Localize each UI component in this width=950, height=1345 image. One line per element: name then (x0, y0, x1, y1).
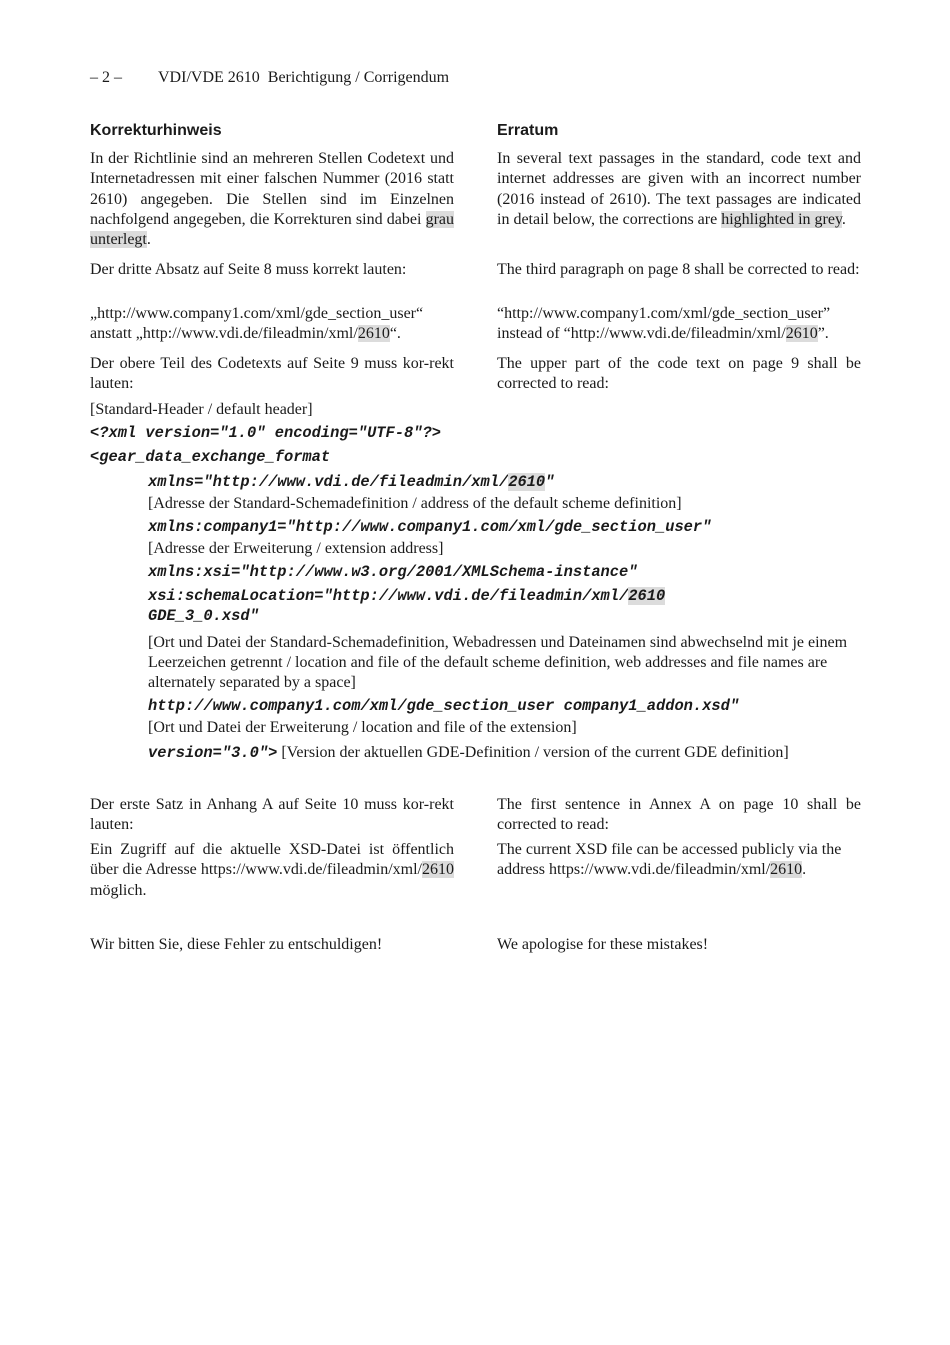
xmlns-note: [Adresse der Standard-Schemadefinition / address of the default scheme definition] (148, 495, 682, 512)
english-annex-sentence: The first sentence in Annex A on page 10 shall be corrected to read: (497, 796, 861, 834)
schema-note: [Ort und Datei der Standard-Schemadefinition, Webadressen und Dateinamen sind abwechselnd mit je einem Leerzeichen getrennt / location and file of the default scheme definition, web addresses and file names are alternately separated by a space] (148, 634, 848, 691)
english-heading: Erratum (497, 122, 559, 139)
highlight: 2610 (628, 587, 666, 605)
version-attribute: version="3.0"> (148, 744, 278, 762)
highlight: 2610 (357, 325, 390, 343)
german-url-correction: „http://www.company1.com/xml/gde_section_user“ anstatt „http://www.vdi.de/fileadmin/xml/2610“. (90, 305, 424, 343)
german-para3: Der dritte Absatz auf Seite 8 muss korrekt lauten: (90, 261, 407, 278)
version-note: [Version der aktuellen GDE-Definition / version of the current GDE definition] (277, 744, 789, 761)
highlight: highlighted in grey (721, 210, 842, 228)
version-line (148, 743, 789, 763)
extension-note: [Ort und Datei der Erweiterung / location and file of the extension] (148, 719, 577, 736)
extension-location: http://www.company1.com/xml/gde_section_user company1_addon.xsd" (148, 697, 740, 715)
english-apology: We apologise for these mistakes! (497, 936, 709, 953)
highlight: 2610 (422, 861, 454, 879)
german-heading: Korrekturhinweis (90, 122, 222, 139)
xmlns-attribute: xmlns="http://www.vdi.de/fileadmin/xml/2610" (148, 473, 555, 491)
german-annex-sentence: Der erste Satz in Anhang A auf Seite 10 muss kor-rekt lauten: (90, 796, 454, 834)
english-xsd-access: The current XSD file can be accessed publicly via the address https://www.vdi.de/fileadmin/xml/2610. (497, 841, 842, 879)
xmlns-company-attribute: xmlns:company1="http://www.company1.com/xml/gde_section_user" (148, 518, 712, 536)
xmlns-xsi-attribute: xmlns:xsi="http://www.w3.org/2001/XMLSchema-instance" (148, 563, 638, 581)
english-code-upper: The upper part of the code text on page 9 shall be corrected to read: (497, 355, 861, 393)
german-intro: In der Richtlinie sind an mehreren Stellen Codetext und Internetadressen mit einer falschen Nummer (2016 statt 2610) angegeben. Die Stellen sind im Einzelnen nachfolgend angegeben, die Korrekturen sind dabei grau unterlegt. (90, 150, 454, 249)
document-title: VDI/VDE 2610 Berichtigung / Corrigendum (158, 69, 450, 86)
highlight: grau unterlegt (90, 210, 454, 249)
schema-location-attribute: xsi:schemaLocation="http://www.vdi.de/fileadmin/xml/2610 (148, 587, 666, 605)
german-apology: Wir bitten Sie, diese Fehler zu entschuldigen! (90, 936, 383, 953)
english-intro: In several text passages in the standard, code text and internet addresses are given with an incorrect number (2016 instead of 2610). The text passages are indicated in detail below, the corrections are highlighted in grey. (497, 150, 861, 228)
page-number: – 2 – (90, 69, 122, 86)
root-element-open: <gear_data_exchange_format (90, 448, 331, 466)
highlight: 2610 (770, 861, 803, 879)
english-heading-block (497, 122, 861, 140)
xml-declaration: <?xml version="1.0" encoding="UTF-8"?> (90, 424, 441, 442)
english-url-correction: “http://www.company1.com/xml/gde_section_user” instead of “http://www.vdi.de/fileadmin/xml/2610”. (497, 305, 831, 343)
german-xsd-access: Ein Zugriff auf die aktuelle XSD-Datei ist öffentlich über die Adresse https://www.vdi.de/fileadmin/xml/2610 möglich. (90, 841, 454, 899)
standard-header-label: [Standard-Header / default header] (90, 401, 313, 418)
highlight: 2610 (785, 325, 818, 343)
highlight: 2610 (508, 473, 546, 491)
schema-location-line2: GDE_3_0.xsd" (148, 607, 259, 625)
english-para3: The third paragraph on page 8 shall be corrected to read: (497, 261, 860, 278)
page-header (90, 69, 449, 87)
german-heading-block (90, 122, 454, 140)
company-note: [Adresse der Erweiterung / extension address] (148, 540, 444, 557)
german-code-upper: Der obere Teil des Codetexts auf Seite 9 muss kor-rekt lauten: (90, 355, 454, 393)
